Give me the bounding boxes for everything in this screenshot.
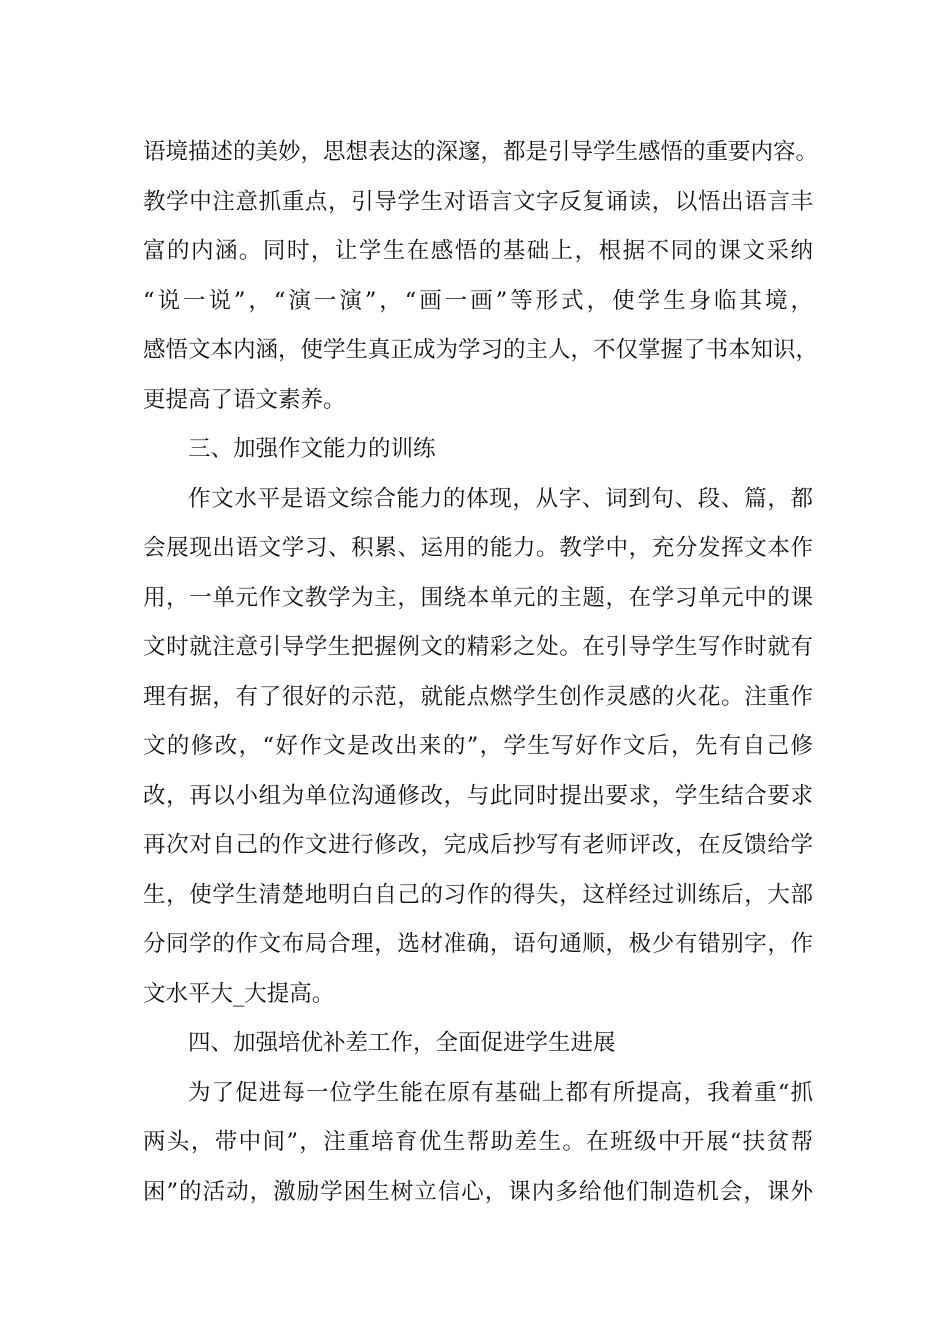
text-line: 教学中注意抓重点，引导学生对语言文字反复诵读，以悟出语言丰 bbox=[143, 188, 813, 215]
text-line: 理有据，有了很好的示范，就能点燃学生创作灵感的火花。注重作 bbox=[143, 683, 813, 710]
text-line: 用，一单元作文教学为主，围绕本单元的主题，在学习单元中的课 bbox=[143, 584, 813, 611]
text-line: 改，再以小组为单位沟通修改，与此同时提出要求，学生结合要求 bbox=[143, 782, 813, 809]
text-line: 生，使学生清楚地明白自己的习作的得失，这样经过训练后，大部 bbox=[143, 881, 813, 908]
text-line: 作文水平是语文综合能力的体现，从字、词到句、段、篇，都 bbox=[188, 485, 813, 512]
text-line: 文的修改，“好作文是改出来的”，学生写好作文后，先有自己修 bbox=[143, 733, 813, 759]
text-line: 文水平大_大提高。 bbox=[143, 980, 335, 1007]
text-line: “说一说”，“演一演”，“画一画”等形式，使学生身临其境， bbox=[143, 287, 813, 314]
text-line: 感悟文本内涵，使学生真正成为学习的主人，不仅掌握了书本知识， bbox=[143, 337, 819, 363]
text-line: 会展现出语文学习、积累、运用的能力。教学中，充分发挥文本作 bbox=[143, 535, 813, 561]
document-body bbox=[143, 128, 819, 1217]
text-line: 为了促进每一位学生能在原有基础上都有所提高，我着重“抓 bbox=[188, 1079, 813, 1106]
text-line: 文时就注意引导学生把握例文的精彩之处。在引导学生写作时就有 bbox=[143, 634, 813, 660]
text-line: 两头，带中间”，注重培育优生帮助差生。在班级中开展“扶贫帮 bbox=[143, 1129, 813, 1155]
text-line: 分同学的作文布局合理，选材准确，语句通顺，极少有错别字，作 bbox=[143, 931, 813, 957]
text-line: 再次对自己的作文进行修改，完成后抄写有老师评改，在反馈给学 bbox=[143, 832, 813, 858]
section-heading: 四、加强培优补差工作，全面促进学生进展 bbox=[188, 1030, 616, 1056]
text-line: 困”的活动，激励学困生树立信心，课内多给他们制造机会，课外 bbox=[143, 1178, 813, 1205]
section-heading: 三、加强作文能力的训练 bbox=[188, 436, 436, 462]
text-line: 富的内涵。同时，让学生在感悟的基础上，根据不同的课文采纳 bbox=[143, 238, 813, 264]
text-line: 语境描述的美妙，思想表达的深邃，都是引导学生感悟的重要内容。 bbox=[143, 139, 819, 165]
text-line: 更提高了语文素养。 bbox=[143, 386, 346, 413]
